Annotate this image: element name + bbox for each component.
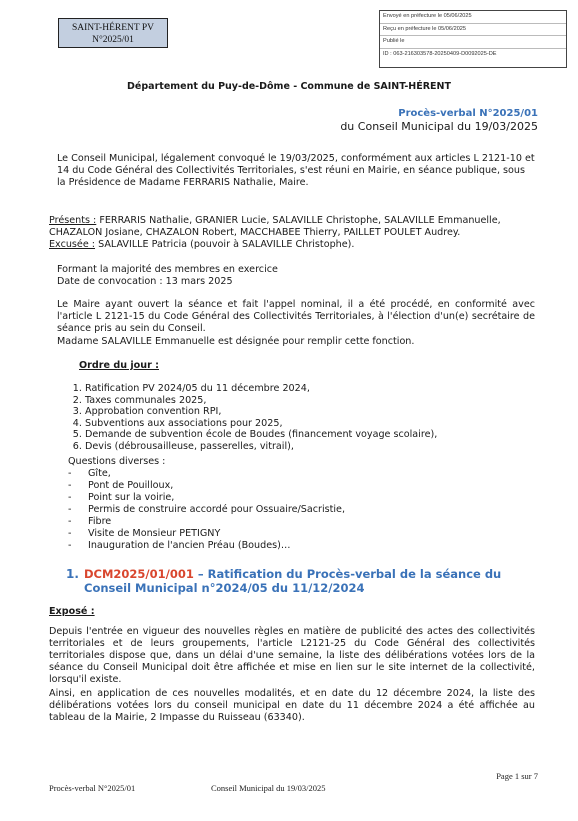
agenda-items <box>61 383 535 452</box>
section-heading <box>84 567 534 595</box>
secretary-paragraph: Le Maire ayant ouvert la séance et fait l'appel nominal, il a été procédé, en conformité avec l'article L 2121-15 du Code Général des Collectivités Territoriales, à l'élection d'un(e) secrétaire de séance pris au sein du Conseil. <box>57 299 535 334</box>
excusee-text: SALAVILLE Patricia (pouvoir à SALAVILLE Christophe). <box>98 239 355 250</box>
receipt-received: Reçu en préfecture le 05/06/2025 <box>380 24 566 37</box>
agenda-item: 1. Ratification PV 2024/05 du 11 décembre 2024, <box>85 383 535 395</box>
section-title: – Ratification du Procès-verbal de la séance du Conseil Municipal n°2024/05 du 11/12/2024 <box>84 567 502 595</box>
prefecture-receipt <box>379 10 567 68</box>
deliberation-code: DCM2025/01/001 <box>84 567 194 581</box>
quorum-text: Formant la majorité des membres en exercice <box>57 264 278 275</box>
expose-title-text: Exposé : <box>49 606 95 617</box>
section-number: 1. <box>66 567 79 581</box>
agenda-list <box>61 383 535 452</box>
presents-label: Présents : <box>49 215 97 226</box>
agenda-item: 2. Taxes communales 2025, <box>85 395 535 407</box>
questions-list <box>68 468 535 552</box>
presents-list: FERRARIS Nathalie, GRANIER Lucie, SALAVILLE Christophe, SALAVILLE Emmanuelle, CHAZALON Josiane, CHAZALON Robert, MACCHABEE Thierry, PAILLET POULET Audrey. <box>49 215 501 238</box>
question-item: - Gîte, <box>68 468 111 479</box>
expose-paragraph-1: Depuis l'entrée en vigueur des nouvelles règles en matière de publicité des actes des collectivités territoriales et de leurs groupements, l'article L2121-25 du Code Général des collectivités territoriales dispose que, dans un délai d'une semaine, la liste des délibérations votées lors de la séance du Conseil Municipal doit être affichée et mise en lien sur le site internet de la collectivité, lorsqu'il existe. <box>49 626 535 685</box>
receipt-published: Publié le <box>380 36 566 49</box>
agenda-title <box>79 360 159 372</box>
question-item: - Fibre <box>68 516 112 527</box>
excusee-label: Excusée : <box>49 239 96 250</box>
convocation-date: Date de convocation : 13 mars 2025 <box>57 276 233 287</box>
question-item: - Permis de construire accordé pour Ossuaire/Sacristie, <box>68 504 346 515</box>
expose-title <box>49 606 95 618</box>
stamp-line-1: SAINT-HÉRENT PV <box>71 23 155 33</box>
pv-number: Procès-verbal N°2025/01 <box>398 108 538 119</box>
footer-pv-number: Procès-verbal N°2025/01 <box>49 783 136 793</box>
receipt-sent: Envoyé en préfecture le 05/06/2025 <box>380 11 566 24</box>
department-heading: Département du Puy-de-Dôme - Commune de SAINT-HÉRENT <box>127 81 451 92</box>
intro-paragraph: Le Conseil Municipal, légalement convoqué le 19/03/2025, conformément aux articles L 2121-10 et 14 du Code Général des Collectivités Territoriales, s'est réuni en Mairie, en séance publique, sous la Présidence de Madame FERRARIS Nathalie, Maire. <box>57 153 535 188</box>
quorum-block <box>57 264 535 288</box>
question-item: - Pont de Pouilloux, <box>68 480 174 491</box>
questions-title: Questions diverses : <box>68 456 166 467</box>
question-item: - Inauguration de l'ancien Préau (Boudes)… <box>68 540 291 551</box>
page-number: Page 1 sur 7 <box>496 771 538 781</box>
agenda-item: 4. Subventions aux associations pour 2025, <box>85 418 535 430</box>
pv-subtitle: du Conseil Municipal du 19/03/2025 <box>340 120 538 133</box>
expose-paragraph-2: Ainsi, en application de ces nouvelles modalités, et en date du 12 décembre 2024, la liste des délibérations votées lors du conseil municipal en date du 11 décembre 2024 a été affichée au tableau de la Mairie, 2 Impasse du Ruisseau (63340). <box>49 688 535 723</box>
question-item: - Point sur la voirie, <box>68 492 175 503</box>
agenda-item: 6. Devis (débrousailleuse, passerelles, vitrail), <box>85 441 535 453</box>
agenda-item: 5. Demande de subvention école de Boudes (financement voyage scolaire), <box>85 429 535 441</box>
question-item: - Visite de Monsieur PETIGNY <box>68 528 221 539</box>
attendance-block <box>49 215 535 251</box>
agenda-item: 3. Approbation convention RPI, <box>85 406 535 418</box>
document-stamp <box>58 18 168 48</box>
secretary-designation: Madame SALAVILLE Emmanuelle est désignée pour remplir cette fonction. <box>57 336 415 347</box>
agenda-title-text: Ordre du jour : <box>79 360 159 371</box>
footer-council-date: Conseil Municipal du 19/03/2025 <box>211 783 326 793</box>
stamp-line-2: N°2025/01 <box>92 35 134 45</box>
receipt-id: ID : 063-216303578-20250409-D0092025-DE <box>383 50 497 57</box>
